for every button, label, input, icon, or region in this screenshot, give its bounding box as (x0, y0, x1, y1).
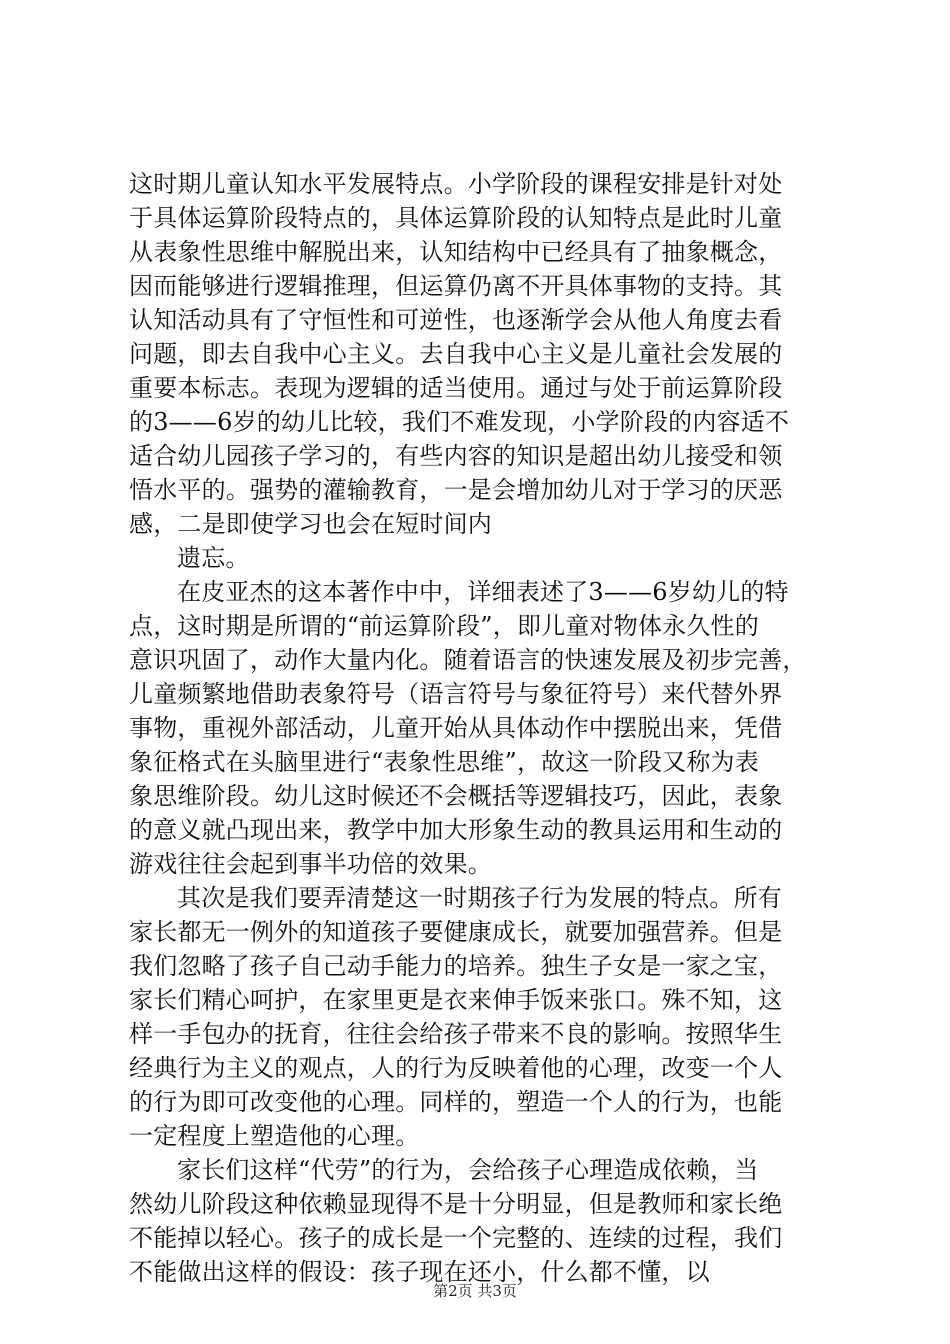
text-line: 认知活动具有了守恒性和可逆性，也逐渐学会从他人角度去看 (129, 306, 783, 334)
text-line: 从表象性思维中解脱出来，认知结构中已经具有了抽象概念， (129, 238, 783, 266)
text-line: 问题，即去自我中心主义。去自我中心主义是儿童社会发展的 (129, 340, 783, 368)
text-line: 游戏往往会起到事半功倍的效果。 (129, 850, 492, 878)
text-line: 于具体运算阶段特点的，具体运算阶段的认知特点是此时儿童 (129, 204, 783, 232)
text-line: 样一手包办的抚育，往往会给孩子带来不良的影响。按照华生 (129, 1020, 783, 1048)
text-line: 象征格式在头脑里进行“表象性思维”，故这一阶段又称为表 (129, 748, 759, 776)
text-line: 因而能够进行逻辑推理，但运算仍离不开具体事物的支持。其 (129, 272, 783, 300)
text-line: 儿童频繁地借助表象符号（语言符号与象征符号）来代替外界 (129, 680, 783, 708)
text-line: 意识巩固了，动作大量内化。随着语言的快速发展及初步完善， (129, 646, 807, 674)
text-line: 这时期儿童认知水平发展特点。小学阶段的课程安排是针对处 (129, 170, 783, 198)
text-line: 不能做出这样的假设：孩子现在还小，什么都不懂，以 (129, 1258, 710, 1286)
paragraph-start-line: 家长们这样“代劳”的行为，会给孩子心理造成依赖，当 (177, 1156, 759, 1184)
text-line: 重要本标志。表现为逻辑的适当使用。通过与处于前运算阶段 (129, 374, 783, 402)
text-line: 象思维阶段。幼儿这时候还不会概括等逻辑技巧，因此，表象 (129, 782, 783, 810)
text-line: 经典行为主义的观点，人的行为反映着他的心理，改变一个人 (129, 1054, 783, 1082)
text-line: 悟水平的。强势的灌输教育，一是会增加幼儿对于学习的厌恶 (129, 476, 783, 504)
page-number-footer: 第2页 共3页 (433, 1282, 517, 1300)
text-line: 我们忽略了孩子自己动手能力的培养。独生子女是一家之宝， (129, 952, 783, 980)
text-line: 适合幼儿园孩子学习的，有些内容的知识是超出幼儿接受和领 (129, 442, 783, 470)
body-text (129, 167, 821, 1289)
text-line: 点，这时期是所谓的“前运算阶段”，即儿童对物体永久性的 (129, 612, 759, 640)
paragraph-start-line: 其次是我们要弄清楚这一时期孩子行为发展的特点。所有 (177, 884, 782, 912)
text-line: 感，二是即使学习也会在短时间内 (129, 510, 492, 538)
text-line: 遗忘。 (177, 544, 250, 572)
paragraph-start-line: 在皮亚杰的这本著作中中，详细表述了3——6岁幼儿的特 (177, 578, 789, 606)
text-line: 一定程度上塑造他的心理。 (129, 1122, 420, 1150)
text-line: 的3——6岁的幼儿比较，我们不难发现，小学阶段的内容适不 (129, 408, 790, 436)
text-line: 的行为即可改变他的心理。同样的，塑造一个人的行为，也能 (129, 1088, 783, 1116)
text-line: 然幼儿阶段这种依赖显现得不是十分明显，但是教师和家长绝 (129, 1190, 783, 1218)
text-line: 不能掉以轻心。孩子的成长是一个完整的、连续的过程，我们 (129, 1224, 783, 1252)
text-line: 的意义就凸现出来，教学中加大形象生动的教具运用和生动的 (129, 816, 783, 844)
text-line: 家长都无一例外的知道孩子要健康成长，就要加强营养。但是 (129, 918, 783, 946)
text-line: 事物，重视外部活动，儿童开始从具体动作中摆脱出来，凭借 (129, 714, 783, 742)
text-line: 家长们精心呵护，在家里更是衣来伸手饭来张口。殊不知，这 (129, 986, 783, 1014)
